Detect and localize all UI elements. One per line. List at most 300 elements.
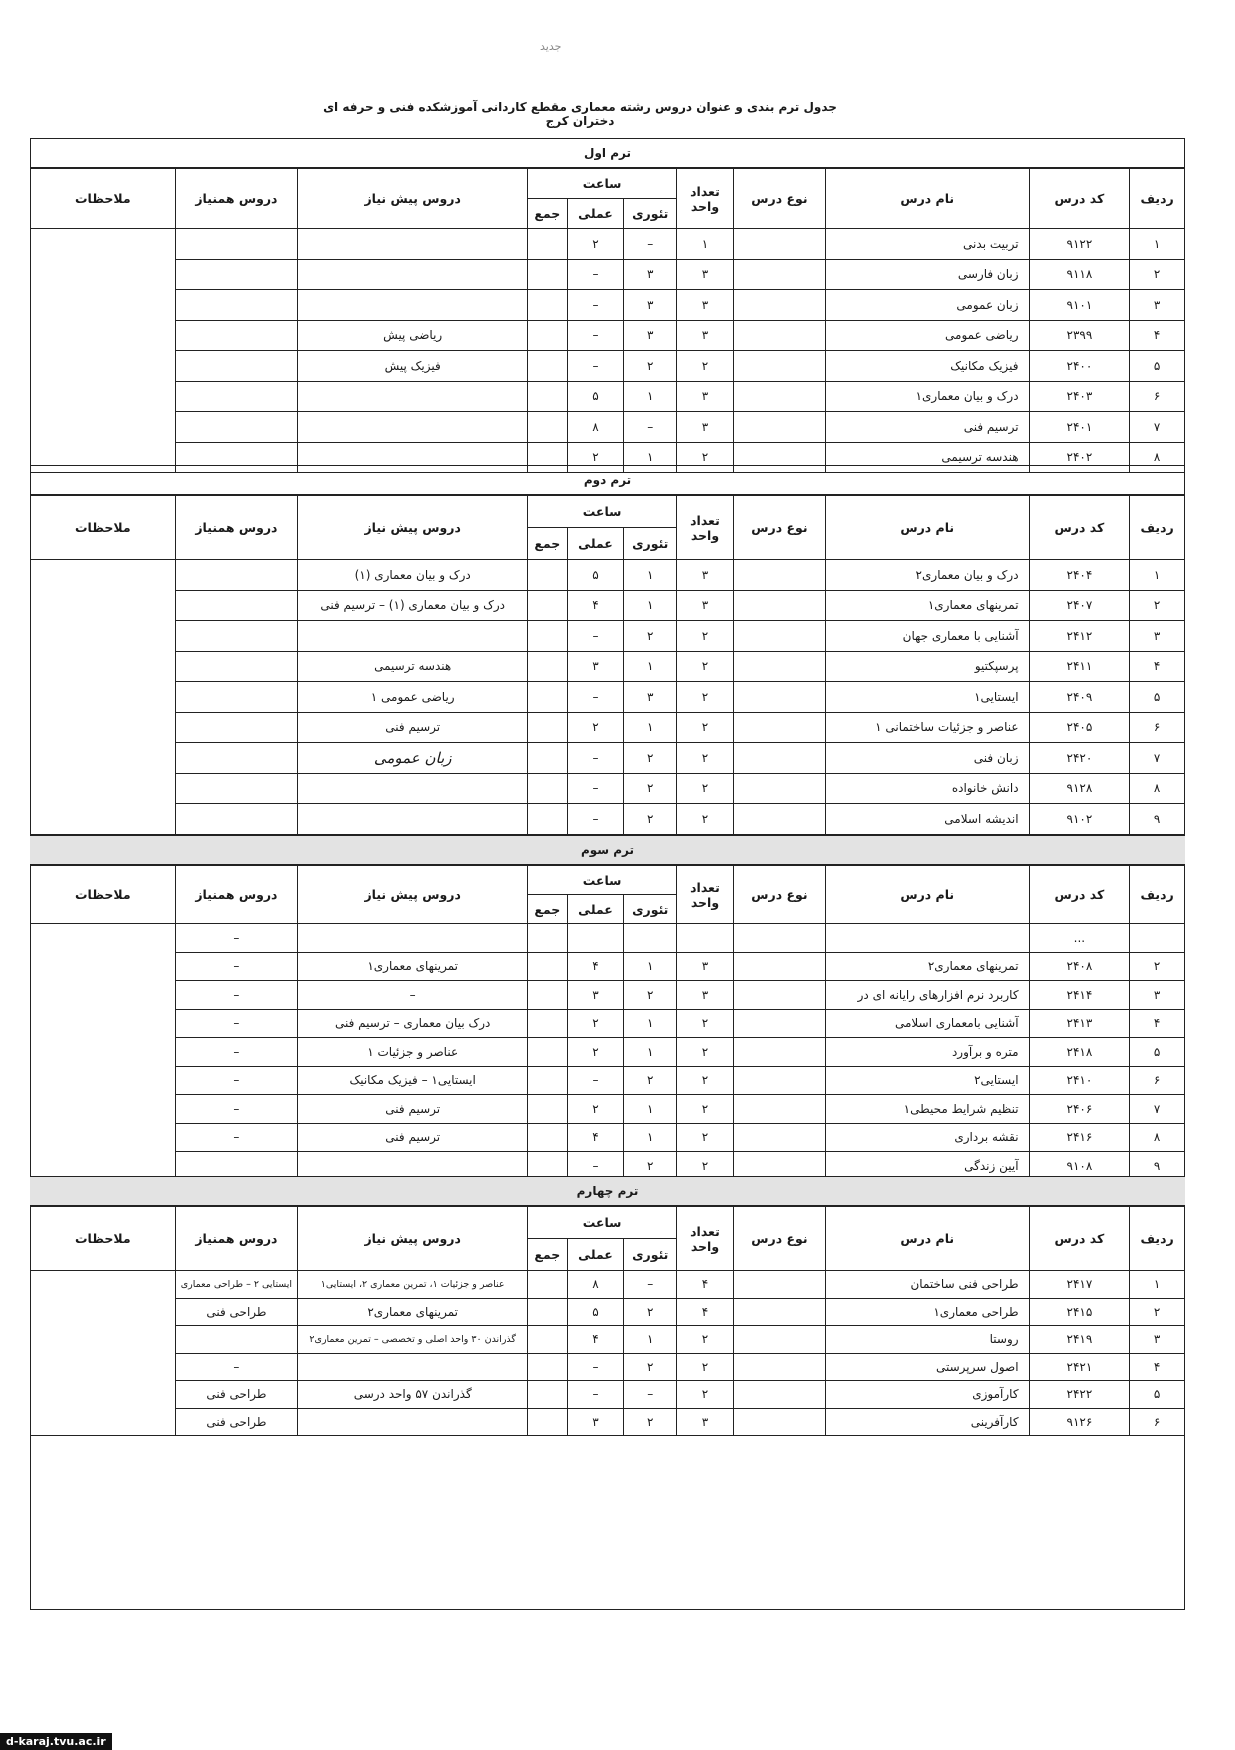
course-code: ۲۴۰۸ bbox=[1029, 952, 1130, 981]
header-row-number: ردیف bbox=[1130, 1207, 1185, 1271]
course-units: ۴ bbox=[677, 1298, 734, 1326]
total-hours bbox=[528, 924, 567, 953]
course-code: ۲۴۱۳ bbox=[1029, 1009, 1130, 1038]
row-number: ۳ bbox=[1130, 981, 1185, 1010]
row-number: ۶ bbox=[1130, 381, 1185, 412]
course-name: نقشه برداری bbox=[825, 1123, 1029, 1152]
corequisites bbox=[175, 259, 298, 290]
course-units: ۲ bbox=[677, 442, 734, 473]
course-type bbox=[733, 1066, 825, 1095]
term-section bbox=[30, 1176, 1185, 1436]
corequisites bbox=[175, 773, 298, 804]
table-row bbox=[31, 290, 1185, 321]
header-hours: ساعت bbox=[528, 496, 677, 528]
course-code: ۹۱۲۸ bbox=[1029, 773, 1130, 804]
header-course-name: نام درس bbox=[825, 496, 1029, 560]
theory-hours: ۳ bbox=[624, 290, 677, 321]
course-table bbox=[30, 865, 1185, 1181]
theory-hours: ۲ bbox=[624, 621, 677, 652]
total-hours bbox=[528, 1123, 567, 1152]
theory-hours: ۱ bbox=[624, 712, 677, 743]
course-code: ۲۴۱۴ bbox=[1029, 981, 1130, 1010]
course-code: ۲۴۰۳ bbox=[1029, 381, 1130, 412]
corequisites: – bbox=[175, 1095, 298, 1124]
row-number: ۷ bbox=[1130, 412, 1185, 443]
prerequisites bbox=[298, 229, 528, 260]
row-number: ۵ bbox=[1130, 1038, 1185, 1067]
document-title: جدول ترم بندی و عنوان دروس رشته معماری مقطع کاردانی آموزشکده فنی و حرفه ای دختران کرج bbox=[323, 100, 837, 128]
corequisites bbox=[175, 560, 298, 591]
course-type bbox=[733, 259, 825, 290]
course-code: ۹۱۰۱ bbox=[1029, 290, 1130, 321]
course-type bbox=[733, 1298, 825, 1326]
practical-hours: ۳ bbox=[567, 651, 624, 682]
prerequisites bbox=[298, 621, 528, 652]
total-hours bbox=[528, 1066, 567, 1095]
course-name: طراحی معماری۱ bbox=[825, 1298, 1029, 1326]
course-table bbox=[30, 495, 1185, 835]
course-type bbox=[733, 924, 825, 953]
row-number: ۶ bbox=[1130, 1408, 1185, 1436]
corequisites: – bbox=[175, 1066, 298, 1095]
table-row bbox=[31, 560, 1185, 591]
total-hours bbox=[528, 1095, 567, 1124]
table-row bbox=[31, 773, 1185, 804]
course-units: ۳ bbox=[677, 320, 734, 351]
header-units bbox=[677, 866, 734, 924]
header-theory: تئوری bbox=[624, 199, 677, 229]
header-total: جمع bbox=[528, 895, 567, 924]
row-number: ۴ bbox=[1130, 1353, 1185, 1381]
header-notes: ملاحظات bbox=[31, 169, 176, 229]
course-code: ۲۴۰۷ bbox=[1029, 590, 1130, 621]
header-corequisites: دروس همنیاز bbox=[175, 496, 298, 560]
theory-hours: ۲ bbox=[624, 351, 677, 382]
corequisites bbox=[175, 682, 298, 713]
course-type bbox=[733, 1326, 825, 1354]
theory-hours: ۱ bbox=[624, 381, 677, 412]
row-number: ۲ bbox=[1130, 952, 1185, 981]
corequisites: – bbox=[175, 1038, 298, 1067]
practical-hours: ۴ bbox=[567, 590, 624, 621]
theory-hours: ۱ bbox=[624, 952, 677, 981]
course-code: ۲۴۰۹ bbox=[1029, 682, 1130, 713]
total-hours bbox=[528, 712, 567, 743]
prerequisites: گذراندن ۳۰ واحد اصلی و تخصصی – تمرین معماری۲ bbox=[298, 1326, 528, 1354]
course-units: ۲ bbox=[677, 1095, 734, 1124]
course-code: ۹۱۲۶ bbox=[1029, 1408, 1130, 1436]
corequisites bbox=[175, 743, 298, 774]
course-table bbox=[30, 168, 1185, 473]
header-units bbox=[677, 496, 734, 560]
notes-cell bbox=[31, 924, 176, 1181]
practical-hours: ۸ bbox=[567, 412, 624, 443]
practical-hours: ۳ bbox=[567, 981, 624, 1010]
prerequisites: تمرینهای معماری۱ bbox=[298, 952, 528, 981]
theory-hours: ۳ bbox=[624, 682, 677, 713]
theory-hours: – bbox=[624, 229, 677, 260]
course-code: ۲۴۱۰ bbox=[1029, 1066, 1130, 1095]
practical-hours: ۵ bbox=[567, 560, 624, 591]
course-units: ۲ bbox=[677, 1038, 734, 1067]
total-hours bbox=[528, 1271, 567, 1299]
prerequisites: گذراندن ۵۷ واحد درسی bbox=[298, 1381, 528, 1409]
total-hours bbox=[528, 1326, 567, 1354]
practical-hours: ۴ bbox=[567, 1123, 624, 1152]
practical-hours: – bbox=[567, 743, 624, 774]
header-corequisites: دروس همنیاز bbox=[175, 1207, 298, 1271]
course-units: ۳ bbox=[677, 290, 734, 321]
course-units: ۲ bbox=[677, 621, 734, 652]
theory-hours: ۱ bbox=[624, 1123, 677, 1152]
table-row bbox=[31, 651, 1185, 682]
header-units bbox=[677, 1207, 734, 1271]
course-type bbox=[733, 682, 825, 713]
course-type bbox=[733, 1271, 825, 1299]
row-number: ۹ bbox=[1130, 1152, 1185, 1181]
row-number: ۲ bbox=[1130, 259, 1185, 290]
practical-hours: ۲ bbox=[567, 1038, 624, 1067]
corequisites: – bbox=[175, 981, 298, 1010]
practical-hours: – bbox=[567, 259, 624, 290]
total-hours bbox=[528, 290, 567, 321]
total-hours bbox=[528, 1038, 567, 1067]
course-units: ۲ bbox=[677, 651, 734, 682]
prerequisites: فیزیک پیش bbox=[298, 351, 528, 382]
header-row-number: ردیف bbox=[1130, 496, 1185, 560]
prerequisites bbox=[298, 1353, 528, 1381]
prerequisites bbox=[298, 412, 528, 443]
course-units: ۲ bbox=[677, 1381, 734, 1409]
course-name: اندیشه اسلامی bbox=[825, 804, 1029, 835]
course-name: تمرینهای معماری۱ bbox=[825, 590, 1029, 621]
course-units: ۲ bbox=[677, 1326, 734, 1354]
header-practical: عملی bbox=[567, 199, 624, 229]
row-number: ۶ bbox=[1130, 1066, 1185, 1095]
row-number: ۸ bbox=[1130, 1123, 1185, 1152]
theory-hours: ۱ bbox=[624, 560, 677, 591]
row-number: ۸ bbox=[1130, 773, 1185, 804]
prerequisites bbox=[298, 290, 528, 321]
prerequisites: عناصر و جزئیات ۱، تمرین معماری ۲، ایستایی۱ bbox=[298, 1271, 528, 1299]
prerequisites: ترسیم فنی bbox=[298, 712, 528, 743]
course-name: زبان فارسی bbox=[825, 259, 1029, 290]
theory-hours: ۲ bbox=[624, 743, 677, 774]
practical-hours bbox=[567, 924, 624, 953]
corequisites bbox=[175, 351, 298, 382]
course-units bbox=[677, 924, 734, 953]
corequisites bbox=[175, 381, 298, 412]
practical-hours: – bbox=[567, 290, 624, 321]
course-name bbox=[825, 924, 1029, 953]
table-row bbox=[31, 1095, 1185, 1124]
course-name: فیزیک مکانیک bbox=[825, 351, 1029, 382]
total-hours bbox=[528, 590, 567, 621]
corequisites: – bbox=[175, 1123, 298, 1152]
table-row bbox=[31, 621, 1185, 652]
table-row bbox=[31, 590, 1185, 621]
header-total: جمع bbox=[528, 199, 567, 229]
table-row bbox=[31, 712, 1185, 743]
row-number bbox=[1130, 924, 1185, 953]
course-units: ۳ bbox=[677, 1408, 734, 1436]
header-course-name: نام درس bbox=[825, 169, 1029, 229]
total-hours bbox=[528, 682, 567, 713]
theory-hours: ۲ bbox=[624, 1408, 677, 1436]
course-type bbox=[733, 981, 825, 1010]
header-course-type: نوع درس bbox=[733, 866, 825, 924]
course-type bbox=[733, 590, 825, 621]
header-notes: ملاحظات bbox=[31, 866, 176, 924]
table-row bbox=[31, 229, 1185, 260]
header-hours: ساعت bbox=[528, 1207, 677, 1239]
corequisites: – bbox=[175, 952, 298, 981]
theory-hours: ۲ bbox=[624, 1066, 677, 1095]
prerequisites: درک و بیان معماری (۱) bbox=[298, 560, 528, 591]
course-units: ۳ bbox=[677, 590, 734, 621]
header-practical: عملی bbox=[567, 1239, 624, 1271]
term-title: ترم چهارم bbox=[30, 1176, 1185, 1206]
total-hours bbox=[528, 1353, 567, 1381]
header-units-line2: واحد bbox=[690, 894, 720, 910]
total-hours bbox=[528, 1381, 567, 1409]
course-units: ۲ bbox=[677, 804, 734, 835]
header-theory: تئوری bbox=[624, 528, 677, 560]
table-row bbox=[31, 320, 1185, 351]
table-row bbox=[31, 1408, 1185, 1436]
course-code: ۹۱۰۸ bbox=[1029, 1152, 1130, 1181]
course-type bbox=[733, 1038, 825, 1067]
header-total: جمع bbox=[528, 1239, 567, 1271]
practical-hours: ۳ bbox=[567, 1408, 624, 1436]
course-code: ... bbox=[1029, 924, 1130, 953]
total-hours bbox=[528, 381, 567, 412]
table-row bbox=[31, 1298, 1185, 1326]
table-row bbox=[31, 1009, 1185, 1038]
course-units: ۲ bbox=[677, 712, 734, 743]
course-name: درک و بیان معماری۱ bbox=[825, 381, 1029, 412]
total-hours bbox=[528, 651, 567, 682]
term-title: ترم سوم bbox=[30, 835, 1185, 865]
course-units: ۳ bbox=[677, 381, 734, 412]
course-units: ۲ bbox=[677, 1123, 734, 1152]
total-hours bbox=[528, 952, 567, 981]
header-units-line2: واحد bbox=[690, 1238, 720, 1254]
theory-hours: – bbox=[624, 412, 677, 443]
header-theory: تئوری bbox=[624, 1239, 677, 1271]
course-type bbox=[733, 804, 825, 835]
theory-hours: ۱ bbox=[624, 590, 677, 621]
course-name: تنظیم شرایط محیطی۱ bbox=[825, 1095, 1029, 1124]
corequisites: طراحی فنی bbox=[175, 1408, 298, 1436]
course-type bbox=[733, 712, 825, 743]
header-prerequisites: دروس پیش نیاز bbox=[298, 496, 528, 560]
term-section bbox=[30, 835, 1185, 1181]
course-code: ۹۱۱۸ bbox=[1029, 259, 1130, 290]
row-number: ۴ bbox=[1130, 320, 1185, 351]
course-code: ۲۴۰۴ bbox=[1029, 560, 1130, 591]
corequisites: – bbox=[175, 1009, 298, 1038]
course-name: ترسیم فنی bbox=[825, 412, 1029, 443]
course-units: ۳ bbox=[677, 560, 734, 591]
table-row bbox=[31, 682, 1185, 713]
practical-hours: ۲ bbox=[567, 1009, 624, 1038]
practical-hours: – bbox=[567, 1066, 624, 1095]
table-row bbox=[31, 1353, 1185, 1381]
table-row bbox=[31, 1271, 1185, 1299]
course-type bbox=[733, 621, 825, 652]
course-units: ۳ bbox=[677, 259, 734, 290]
row-number: ۳ bbox=[1130, 290, 1185, 321]
course-code: ۲۴۱۱ bbox=[1029, 651, 1130, 682]
corequisites: – bbox=[175, 924, 298, 953]
theory-hours: ۲ bbox=[624, 804, 677, 835]
header-course-code: کد درس bbox=[1029, 496, 1130, 560]
course-name: آیین زندگی bbox=[825, 1152, 1029, 1181]
total-hours bbox=[528, 743, 567, 774]
theory-hours: ۲ bbox=[624, 773, 677, 804]
course-code: ۲۴۱۸ bbox=[1029, 1038, 1130, 1067]
course-code: ۲۴۰۱ bbox=[1029, 412, 1130, 443]
corequisites bbox=[175, 804, 298, 835]
corequisites bbox=[175, 229, 298, 260]
course-name: درک و بیان معماری۲ bbox=[825, 560, 1029, 591]
course-type bbox=[733, 351, 825, 382]
practical-hours: ۲ bbox=[567, 1095, 624, 1124]
practical-hours: – bbox=[567, 1152, 624, 1181]
table-row bbox=[31, 1381, 1185, 1409]
course-units: ۲ bbox=[677, 773, 734, 804]
course-table bbox=[30, 1206, 1185, 1436]
course-units: ۳ bbox=[677, 952, 734, 981]
practical-hours: – bbox=[567, 351, 624, 382]
course-name: کاربرد نرم افزارهای رایانه ای در bbox=[825, 981, 1029, 1010]
header-course-name: نام درس bbox=[825, 1207, 1029, 1271]
row-number: ۳ bbox=[1130, 1326, 1185, 1354]
theory-hours: ۱ bbox=[624, 1095, 677, 1124]
course-units: ۲ bbox=[677, 1353, 734, 1381]
course-name: هندسه ترسیمی bbox=[825, 442, 1029, 473]
header-course-code: کد درس bbox=[1029, 1207, 1130, 1271]
course-name: تربیت بدنی bbox=[825, 229, 1029, 260]
header-course-code: کد درس bbox=[1029, 866, 1130, 924]
theory-hours: ۱ bbox=[624, 1038, 677, 1067]
course-units: ۴ bbox=[677, 1271, 734, 1299]
prerequisites: درک بیان معماری – ترسیم فنی bbox=[298, 1009, 528, 1038]
total-hours bbox=[528, 1298, 567, 1326]
prerequisites: عناصر و جزئیات ۱ bbox=[298, 1038, 528, 1067]
theory-hours: ۱ bbox=[624, 651, 677, 682]
handwritten-mark: جدید bbox=[540, 40, 562, 53]
footer-link[interactable]: d-karaj.tvu.ac.ir bbox=[0, 1733, 112, 1750]
prerequisites: ریاضی عمومی ۱ bbox=[298, 682, 528, 713]
course-code: ۲۴۰۰ bbox=[1029, 351, 1130, 382]
theory-hours: ۱ bbox=[624, 1326, 677, 1354]
header-units-line1: تعداد bbox=[690, 512, 720, 528]
row-number: ۲ bbox=[1130, 1298, 1185, 1326]
prerequisites bbox=[298, 773, 528, 804]
theory-hours: ۲ bbox=[624, 1353, 677, 1381]
course-name: عناصر و جزئیات ساختمانی ۱ bbox=[825, 712, 1029, 743]
course-code: ۹۱۲۲ bbox=[1029, 229, 1130, 260]
header-total: جمع bbox=[528, 528, 567, 560]
course-units: ۲ bbox=[677, 743, 734, 774]
term-title: ترم اول bbox=[30, 138, 1185, 168]
prerequisites bbox=[298, 381, 528, 412]
theory-hours: – bbox=[624, 1271, 677, 1299]
course-code: ۲۴۱۲ bbox=[1029, 621, 1130, 652]
row-number: ۳ bbox=[1130, 621, 1185, 652]
row-number: ۶ bbox=[1130, 712, 1185, 743]
course-name: دانش خانواده bbox=[825, 773, 1029, 804]
theory-hours: – bbox=[624, 1381, 677, 1409]
theory-hours: ۳ bbox=[624, 259, 677, 290]
table-row bbox=[31, 952, 1185, 981]
header-practical: عملی bbox=[567, 528, 624, 560]
theory-hours: ۲ bbox=[624, 1152, 677, 1181]
course-code: ۲۴۲۲ bbox=[1029, 1381, 1130, 1409]
total-hours bbox=[528, 981, 567, 1010]
term-title: ترم دوم bbox=[30, 465, 1185, 495]
prerequisites: درک و بیان معماری (۱) – ترسیم فنی bbox=[298, 590, 528, 621]
course-units: ۱ bbox=[677, 229, 734, 260]
prerequisites bbox=[298, 1408, 528, 1436]
row-number: ۹ bbox=[1130, 804, 1185, 835]
table-row bbox=[31, 351, 1185, 382]
course-code: ۲۴۰۲ bbox=[1029, 442, 1130, 473]
total-hours bbox=[528, 412, 567, 443]
total-hours bbox=[528, 1408, 567, 1436]
row-number: ۵ bbox=[1130, 351, 1185, 382]
header-hours: ساعت bbox=[528, 169, 677, 199]
header-practical: عملی bbox=[567, 895, 624, 924]
course-type bbox=[733, 1381, 825, 1409]
course-name: کارآموزی bbox=[825, 1381, 1029, 1409]
corequisites: – bbox=[175, 1353, 298, 1381]
term-section bbox=[30, 465, 1185, 835]
theory-hours bbox=[624, 924, 677, 953]
row-number: ۸ bbox=[1130, 442, 1185, 473]
theory-hours: ۱ bbox=[624, 442, 677, 473]
notes-cell bbox=[31, 229, 176, 473]
table-row bbox=[31, 1066, 1185, 1095]
header-units-line1: تعداد bbox=[690, 879, 720, 895]
course-units: ۲ bbox=[677, 1152, 734, 1181]
total-hours bbox=[528, 621, 567, 652]
row-number: ۴ bbox=[1130, 651, 1185, 682]
row-number: ۴ bbox=[1130, 1009, 1185, 1038]
practical-hours: ۵ bbox=[567, 1298, 624, 1326]
practical-hours: ۲ bbox=[567, 229, 624, 260]
corequisites: ایستایی ۲ – طراحی معماری bbox=[175, 1271, 298, 1299]
course-type bbox=[733, 1408, 825, 1436]
course-name: متره و برآورد bbox=[825, 1038, 1029, 1067]
course-type bbox=[733, 560, 825, 591]
table-row bbox=[31, 804, 1185, 835]
header-row-number: ردیف bbox=[1130, 866, 1185, 924]
course-units: ۲ bbox=[677, 682, 734, 713]
practical-hours: ۲ bbox=[567, 712, 624, 743]
header-corequisites: دروس همنیاز bbox=[175, 169, 298, 229]
course-code: ۲۳۹۹ bbox=[1029, 320, 1130, 351]
course-type bbox=[733, 290, 825, 321]
course-code: ۲۴۰۶ bbox=[1029, 1095, 1130, 1124]
header-prerequisites: دروس پیش نیاز bbox=[298, 866, 528, 924]
practical-hours: ۸ bbox=[567, 1271, 624, 1299]
header-hours: ساعت bbox=[528, 866, 677, 895]
header-row-number: ردیف bbox=[1130, 169, 1185, 229]
course-name: آشنایی بامعماری اسلامی bbox=[825, 1009, 1029, 1038]
